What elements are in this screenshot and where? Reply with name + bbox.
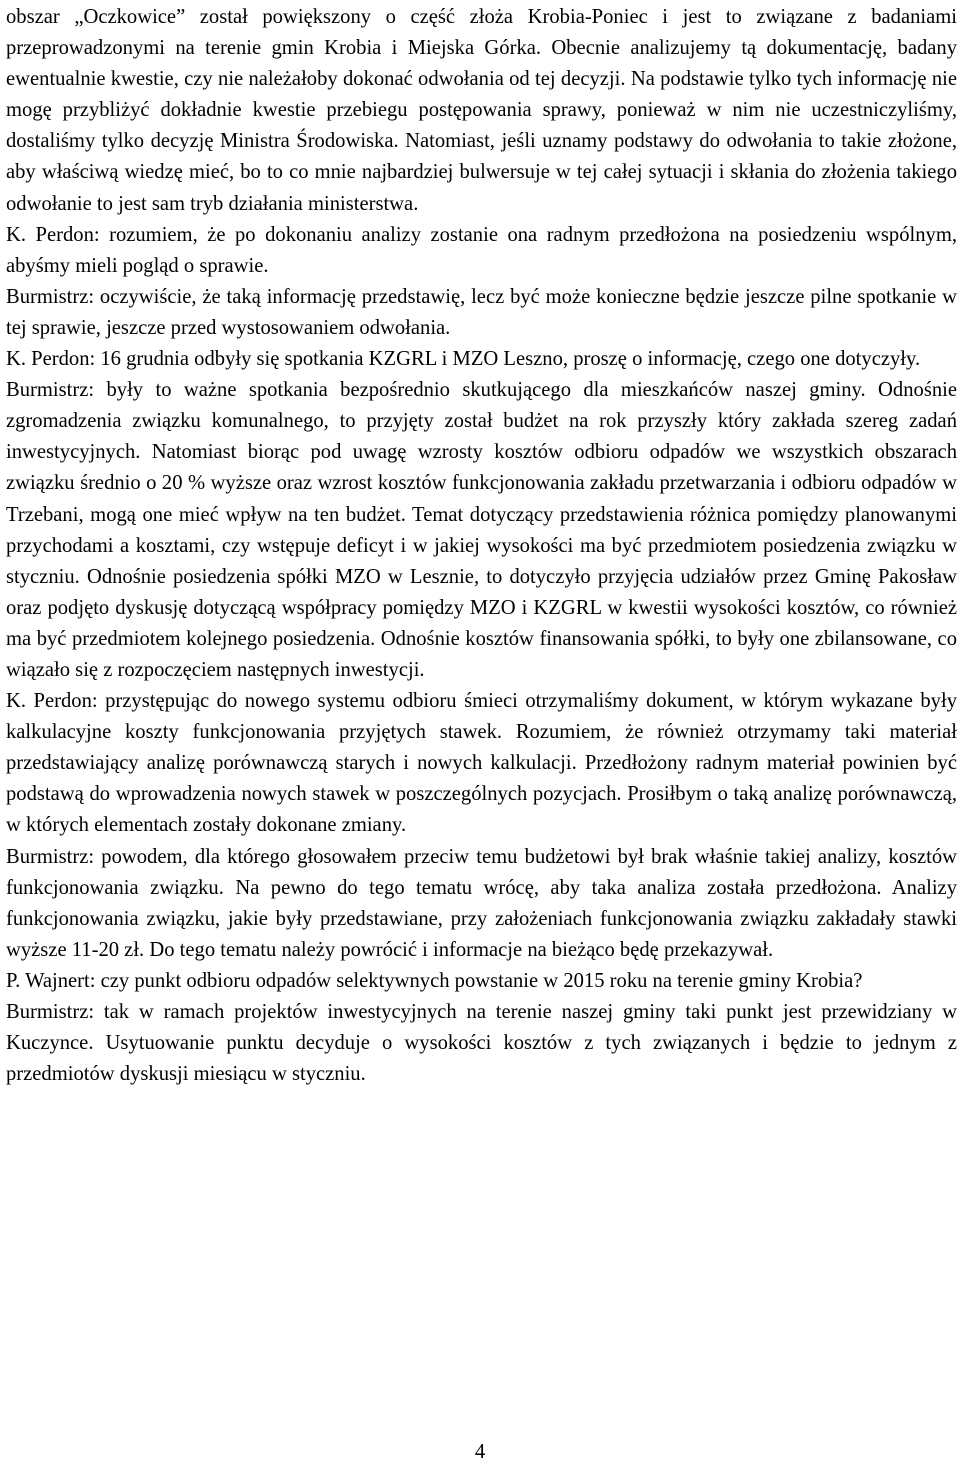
document-body	[6, 2, 957, 1090]
paragraph-burmistrz-4: Burmistrz: tak w ramach projektów inwestycyjnych na terenie naszej gminy taki punkt jest przewidziany w Kuczynce. Usytuowanie punktu decyduje o wysokości kosztów z tych związanych i będzie to jednym z przedmiotów dyskusji miesiącu w styczniu.	[6, 1001, 957, 1086]
page-number: 4	[474, 1441, 486, 1463]
paragraph-burmistrz-2: Burmistrz: były to ważne spotkania bezpośrednio skutkującego dla mieszkańców naszej gminy. Odnośnie zgromadzenia związku komunalnego, to przyjęty został budżet na rok przyszły który zakłada szereg zadań inwestycyjnych. Natomiast biorąc pod uwagę wzrosty kosztów odbioru odpadów we wszystkich obszarach związku średnio o 20 % wyższe oraz wzrost kosztów funkcjonowania zakładu przetwarzania i odbioru odpadów w Trzebani, mogą one mieć wpływ na ten budżet. Temat dotyczący przedstawienia różnica pomiędzy planowanymi przychodami a kosztami, czy wstępuje deficyt i w jakiej wysokości ma być przedmiotem posiedzenia związku w styczniu. Odnośnie posiedzenia spółki MZO w Lesznie, to dotyczyło przyjęcia udziałów przez Gminę Pakosław oraz podjęto dyskusję dotyczącą współpracy pomiędzy MZO i KZGRL w kwestii wysokości kosztów, co również ma być przedmiotem kolejnego posiedzenia. Odnośnie kosztów finansowania spółki, to były one zbilansowane, co wiązało się z rozpoczęciem następnych inwestycji.	[6, 379, 957, 681]
paragraph-burmistrz-1: Burmistrz: oczywiście, że taką informację przedstawię, lecz być może konieczne będzie jeszcze pilne spotkanie w tej sprawie, jeszcze przed wystosowaniem odwołania.	[6, 285, 957, 339]
paragraph-perdon-1: K. Perdon: rozumiem, że po dokonaniu analizy zostanie ona radnym przedłożona na posiedzeniu wspólnym, abyśmy mieli pogląd o sprawie.	[6, 223, 957, 277]
paragraph-wajnert: P. Wajnert: czy punkt odbioru odpadów selektywnych powstanie w 2015 roku na terenie gminy Krobia?	[6, 969, 863, 992]
paragraph-intro: obszar „Oczkowice” został powiększony o część złoża Krobia-Poniec i jest to związane z badaniami przeprowadzonymi na terenie gmin Krobia i Miejska Górka. Obecnie analizujemy tą dokumentację, badany ewentualnie kwestie, czy nie należałoby dokonać odwołania od tej decyzji. Na podstawie tylko tych informację nie mogę przybliżyć dokładnie kwestie przebiegu postępowania sprawy, ponieważ w nim nie uczestniczyliśmy, dostaliśmy tylko decyzję Ministra Środowiska. Natomiast, jeśli uznamy podstawy do odwołania to takie złożone, aby właściwą wiedzę mieć, bo to co mnie najbardziej bulwersuje w tej całej sytuacji i skłania do złożenia takiego odwołanie to jest sam tryb działania ministerstwa.	[6, 6, 957, 215]
paragraph-perdon-2: K. Perdon: 16 grudnia odbyły się spotkania KZGRL i MZO Leszno, proszę o informację, czego one dotyczyły.	[6, 348, 921, 371]
paragraph-perdon-3: K. Perdon: przystępując do nowego systemu odbioru śmieci otrzymaliśmy dokument, w którym wykazane były kalkulacyjne koszty funkcjonowania przyjętych stawek. Rozumiem, że również otrzymamy taki materiał przedstawiający analizę porównawczą starych i nowych kalkulacji. Przedłożony radnym materiał powinien być podstawą do wprowadzenia nowych stawek w poszczególnych pozycjach. Prosiłbym o taką analizę porównawczą, w których elementach zostały dokonane zmiany.	[6, 690, 957, 837]
paragraph-burmistrz-3: Burmistrz: powodem, dla którego głosowałem przeciw temu budżetowi był brak właśnie takiej analizy, kosztów funkcjonowania związku. Na pewno do tego tematu wrócę, aby taka analiza została przedłożona. Analizy funkcjonowania związku, jakie były przedstawiane, przy założeniach funkcjonowania związku zakładały stawki wyższe 11-20 zł. Do tego tematu należy powrócić i informacje na bieżąco będę przekazywał.	[6, 845, 957, 961]
